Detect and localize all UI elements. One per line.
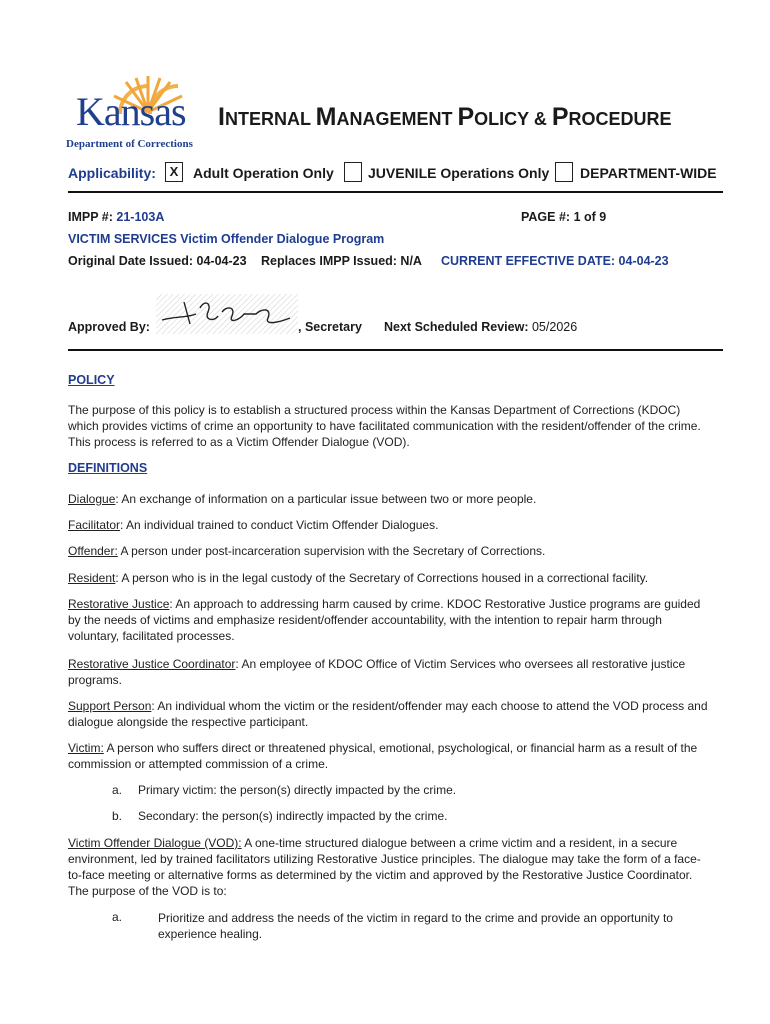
title-cap: P (457, 103, 475, 131)
definition-text: An exchange of information on a particular issue between two or more people. (121, 492, 537, 506)
definition-sep: : (235, 657, 242, 671)
approved-by-label: Approved By: (68, 320, 150, 334)
definition-sep: : (169, 597, 176, 611)
definition-term: Dialogue (68, 492, 116, 506)
page-number (521, 210, 606, 224)
title-cap: P (551, 103, 569, 131)
logo-wordmark: Kansas (76, 89, 186, 134)
replaces-impp-issued: Replaces IMPP Issued: N/A (261, 254, 422, 268)
signature-image (156, 294, 298, 334)
list-item-marker: a. (112, 910, 123, 924)
definition-restorative-justice (68, 596, 708, 644)
definitions-heading: DEFINITIONS (68, 461, 148, 475)
list-item: Prioritize and address the needs of the victim in regard to the crime and provide an opportunity to experience healing. (158, 911, 673, 941)
list-item-marker: b. (112, 809, 123, 823)
definition-term: Victim Offender Dialogue (VOD): (68, 836, 242, 850)
document-title (218, 103, 672, 132)
definition-victim (68, 740, 708, 772)
policy-paragraph: The purpose of this policy is to establish a structured process within the Kansas Department of Corrections (KDOC) which provides victims of crime an opportunity to have facilitated communication with the resident/offender of the crime. This process is referred to as a Victim Offender Dialogue (VOD). (68, 403, 701, 449)
adult-operation-checkbox[interactable]: X (165, 162, 183, 182)
policy-heading: POLICY (68, 373, 115, 387)
definition-vod (68, 835, 708, 899)
title-rest: OLICY & (474, 109, 552, 129)
next-review (384, 320, 577, 334)
impp-label: IMPP #: (68, 210, 113, 224)
impp-value: 21-103A (116, 210, 165, 224)
definition-term: Resident (68, 571, 116, 585)
page-value: 1 of 9 (573, 210, 607, 224)
definition-rj-coordinator (68, 656, 708, 688)
current-effective-date: CURRENT EFFECTIVE DATE: 04-04-23 (441, 254, 669, 268)
applicability-row (68, 162, 723, 184)
logo-subtitle: Department of Corrections (66, 138, 193, 150)
definition-sep: : (120, 518, 127, 532)
list-item-marker: a. (112, 783, 123, 797)
definition-support-person (68, 698, 708, 730)
definition-sep: : (115, 571, 122, 585)
definition-offender (68, 543, 708, 559)
definition-term: Facilitator (68, 518, 121, 532)
title-cap: I (218, 103, 225, 131)
secretary-title: , Secretary (298, 320, 362, 334)
definition-text: A person who suffers direct or threatened physical, emotional, psychological, or financial harm as a result of the commission or attempted commission of a crime. (68, 741, 698, 771)
title-rest: ANAGEMENT (336, 109, 458, 129)
definition-text: An approach to addressing harm caused by crime. KDOC Restorative Justice programs are guided by the needs of victims and emphasize resident/offender accountability, with the intention to repair harm through voluntary, facilitated processes. (68, 597, 701, 643)
definition-sep: : (115, 492, 122, 506)
kdoc-logo (66, 74, 206, 154)
title-rest: NTERNAL (224, 109, 316, 129)
original-date-issued: Original Date Issued: 04-04-23 (68, 254, 247, 268)
definition-term: Support Person (68, 699, 152, 713)
applicability-label: Applicability: (68, 165, 156, 181)
header-divider (68, 191, 723, 193)
page-label: PAGE #: (521, 210, 571, 224)
definition-term: Victim: (68, 741, 104, 755)
next-review-value: 05/2026 (531, 320, 578, 334)
definition-resident (68, 570, 708, 586)
definition-term: Restorative Justice (68, 597, 170, 611)
department-wide-checkbox[interactable] (555, 162, 573, 182)
juvenile-operations-label: JUVENILE Operations Only (368, 165, 550, 181)
program-title: VICTIM SERVICES Victim Offender Dialogue Program (68, 232, 385, 246)
signature-icon (156, 294, 298, 334)
juvenile-operations-checkbox[interactable] (344, 162, 362, 182)
definition-term: Offender: (68, 544, 118, 558)
list-item: Primary victim: the person(s) directly impacted by the crime. (138, 783, 457, 797)
department-wide-label: DEPARTMENT-WIDE (580, 165, 717, 181)
next-review-label: Next Scheduled Review: (384, 320, 529, 334)
adult-operation-label: Adult Operation Only (193, 165, 334, 181)
impp-number (68, 210, 164, 224)
definition-text: An individual trained to conduct Victim Offender Dialogues. (126, 518, 439, 532)
definition-text: A person who is in the legal custody of the Secretary of Corrections housed in a correctional facility. (121, 571, 649, 585)
definition-sep: : (151, 699, 158, 713)
definition-text: A person under post-incarceration supervision with the Secretary of Corrections. (120, 544, 546, 558)
definition-text: An employee of KDOC Office of Victim Services who oversees all restorative justice programs. (68, 657, 686, 687)
list-item: Secondary: the person(s) indirectly impacted by the crime. (138, 809, 448, 823)
meta-divider (68, 349, 723, 351)
definition-facilitator (68, 517, 708, 533)
definition-term: Restorative Justice Coordinator (68, 657, 236, 671)
title-cap: M (315, 103, 337, 131)
definition-text: A one-time structured dialogue between a crime victim and a resident, in a secure environment, led by trained facilitators utilizing Restorative Justice principles. The dialogue may take the form of a face-to-face meeting or alternative forms as determined by the victim and approved by the Restorative Justice Coordinator. The purpose of the VOD is to: (68, 836, 701, 898)
definition-dialogue (68, 491, 708, 507)
title-rest: ROCEDURE (568, 109, 672, 129)
definition-text: An individual whom the victim or the resident/offender may each choose to attend the VOD process and dialogue alongside the respective participant. (68, 699, 708, 729)
